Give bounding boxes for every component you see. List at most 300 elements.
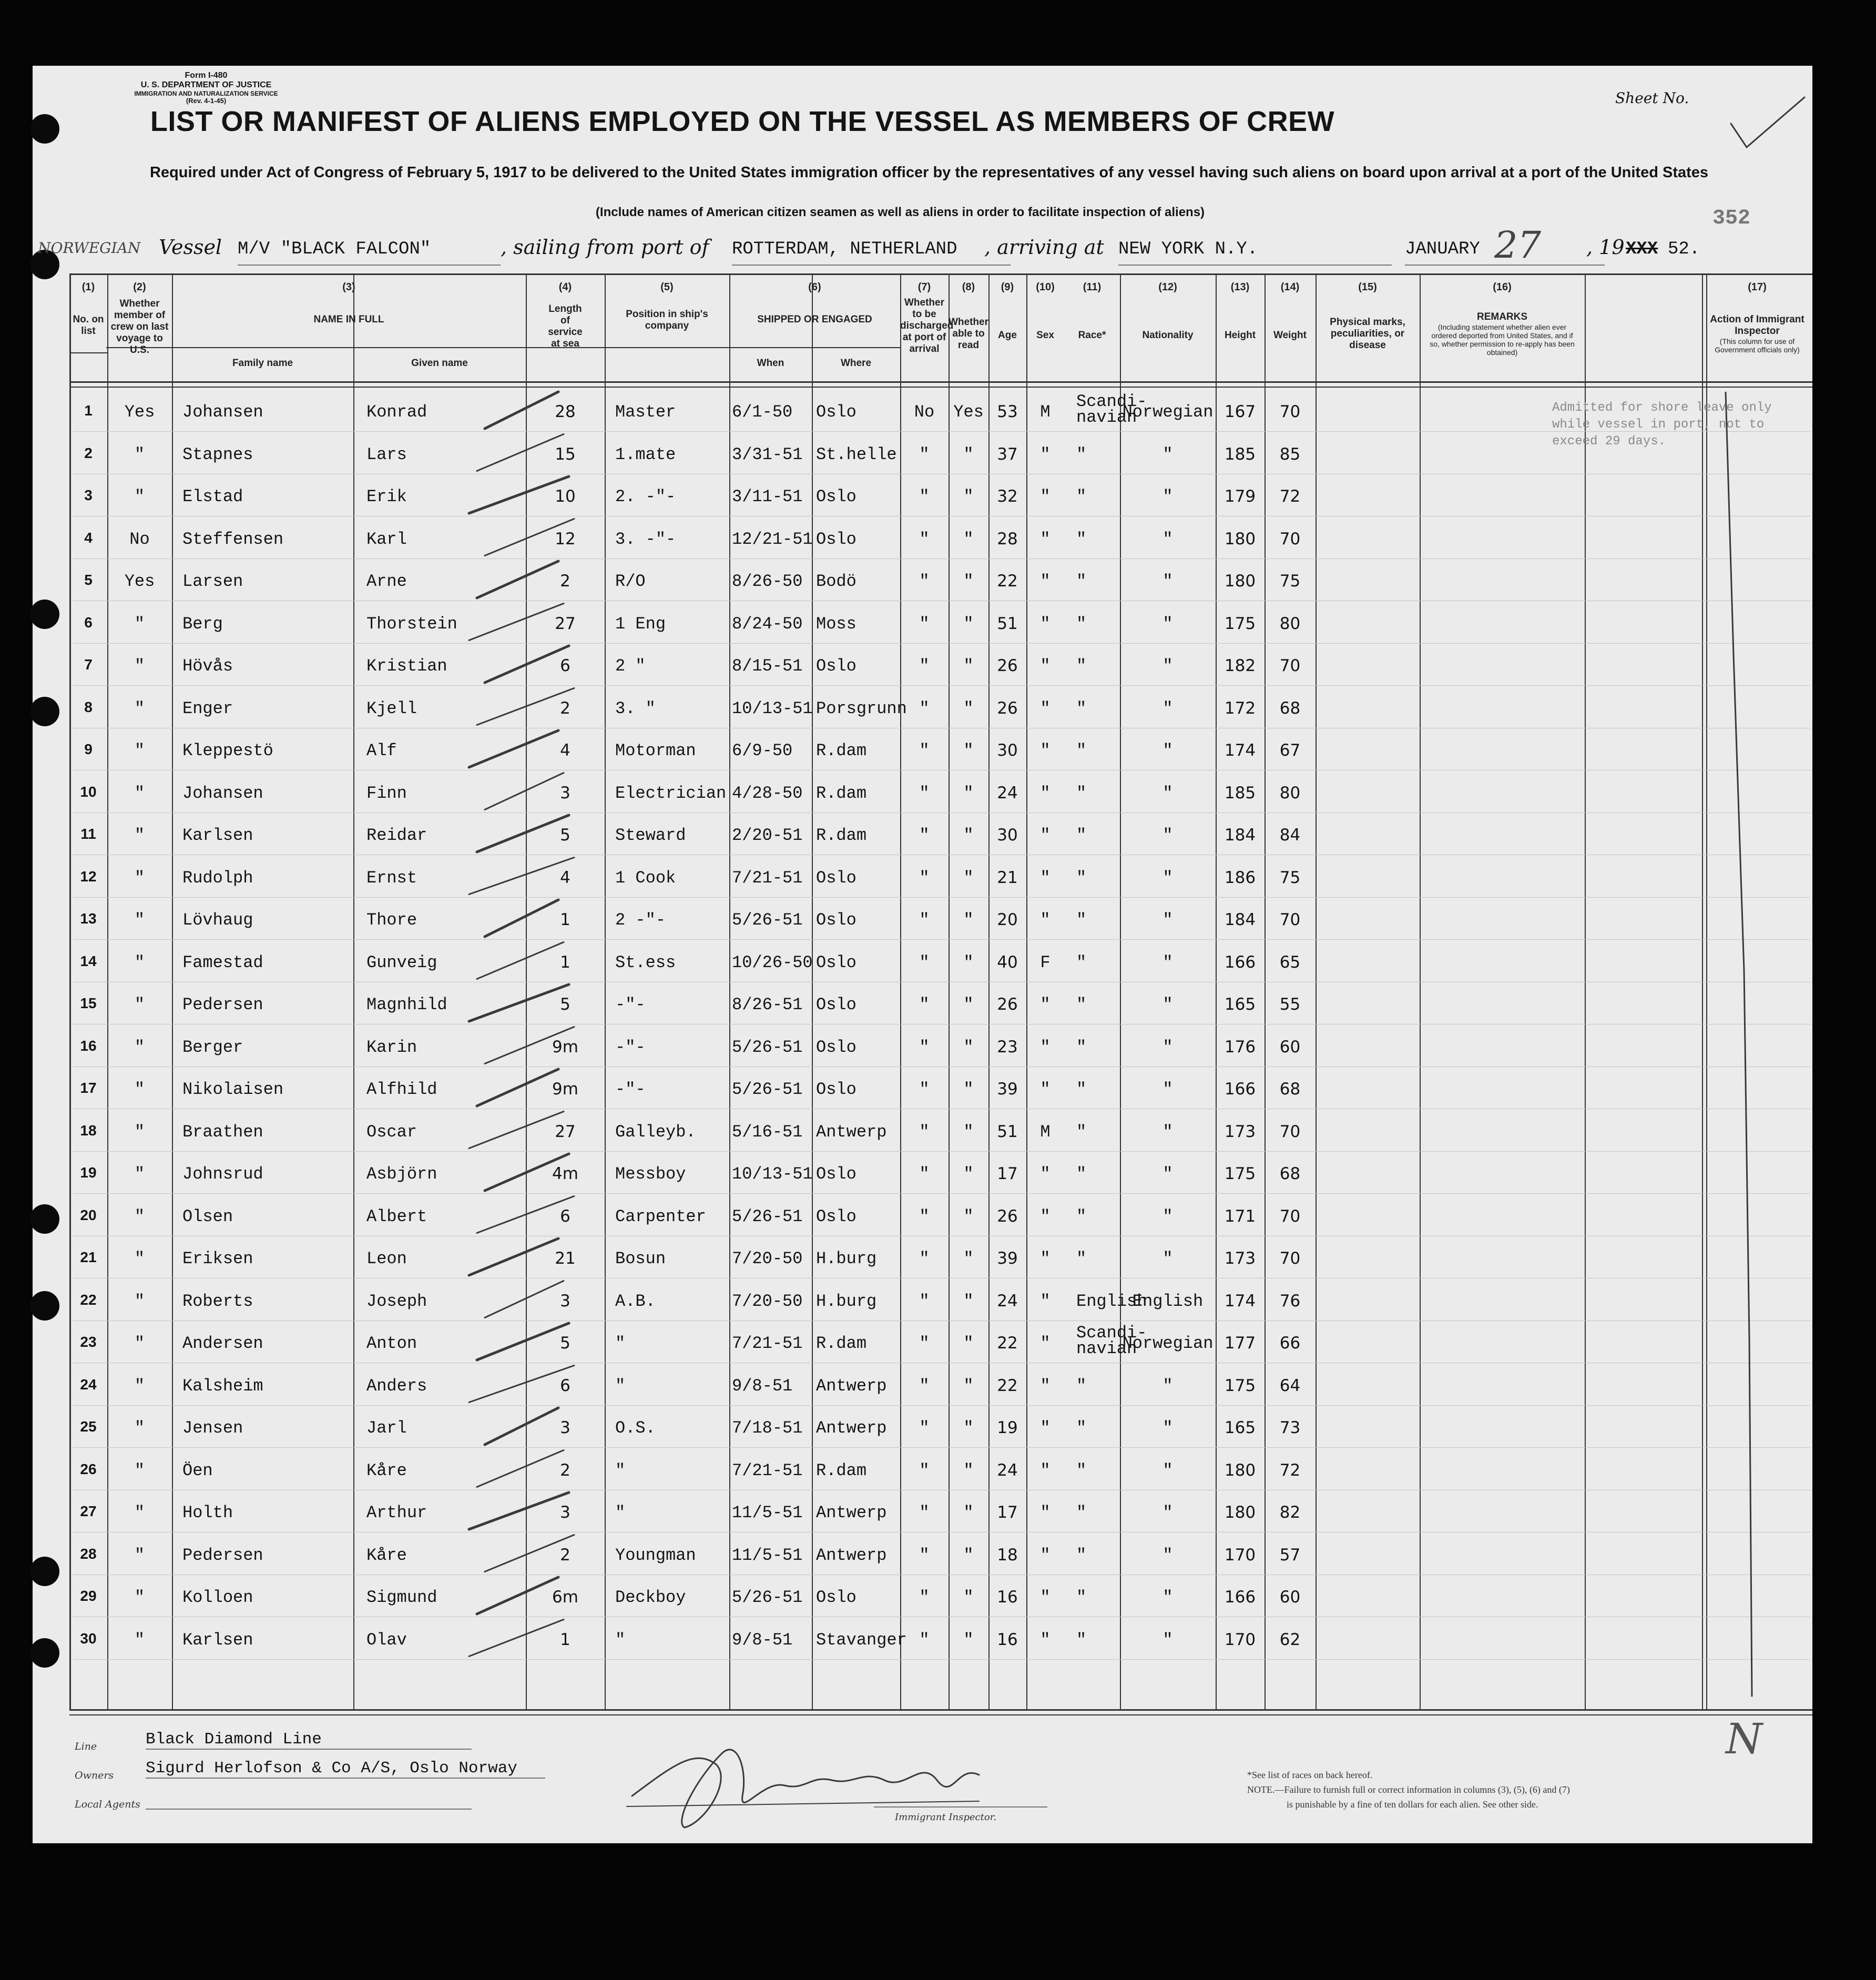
cell-no: 4 [84,529,93,546]
page-subtitle-note: (Include names of American citizen seamen as well as aliens in order to facilitate inspection of aliens) [595,205,1205,219]
cell-when: 9/8-51 [732,1376,793,1396]
cell-sex: " [1040,1418,1051,1438]
cell-age: 37 [997,444,1018,464]
cell-position: Messboy [615,1164,686,1184]
cell-nat: " [1163,1460,1173,1480]
cell-disch: " [919,995,930,1014]
cell-read: " [963,826,974,845]
cell-service: 6 [560,1376,570,1395]
cell-height: 172 [1224,698,1256,718]
cell-read: " [963,1630,974,1650]
cell-read: " [963,572,974,591]
cell-service: 6m [552,1588,578,1607]
cell-weight: 65 [1279,952,1301,972]
cell-nat: Norwegian [1122,1334,1214,1353]
cell-read: " [963,1418,974,1438]
cell-nat: " [1163,656,1173,676]
header-remarks-label: REMARKS [1476,311,1528,322]
cell-race: " [1076,1249,1087,1268]
cell-race: " [1076,910,1087,930]
header-no-label: No. on list [73,314,104,337]
cell-family: Roberts [182,1291,253,1311]
cell-weight: 60 [1279,1037,1301,1057]
cell-race: " [1076,656,1087,676]
cell-no: 29 [80,1588,97,1604]
cell-height: 174 [1224,741,1256,760]
cell-when: 7/20-50 [732,1249,803,1268]
local-agents-label: Local Agents [75,1799,140,1810]
pencil-tick [477,1323,569,1360]
cell-height: 180 [1224,529,1256,549]
cell-age: 32 [997,487,1018,506]
cell-sex: " [1040,1460,1051,1480]
cell-height: 182 [1224,656,1256,675]
header-family-name: Family name [232,358,293,369]
cell-age: 24 [997,783,1018,803]
cell-nat: " [1163,1122,1173,1142]
header-physical-marks-num: (15) [1358,281,1377,293]
page-subtitle: Required under Act of Congress of February 5, 1917 to be delivered to the United States immigration officer by the representatives of any vessel having such aliens on board upon arrival at a port of the United States [149,164,1709,181]
cell-nat: " [1163,1545,1173,1565]
cell-when: 8/24-50 [732,614,803,634]
cell-family: Famestad [182,952,263,972]
cell-position: 1 Cook [615,868,676,888]
header-discharged-num: (7) [917,281,931,293]
cell-race: English [1076,1291,1147,1311]
cell-weight: 68 [1279,698,1301,718]
cell-disch: " [919,1588,930,1607]
cell-last: " [134,1588,145,1607]
cell-height: 184 [1224,910,1256,929]
cell-given: Karin [366,1037,417,1057]
cell-race: " [1076,1122,1087,1142]
cell-where: Moss [816,614,857,634]
shore-leave-stamp: Admitted for shore leave only while vessel in port, not to exceed 29 days. [1552,401,1772,449]
cell-service: 5 [560,1334,570,1353]
cell-race: Scandi- navian [1076,392,1147,427]
cell-disch: " [919,614,930,634]
cell-age: 39 [997,1249,1018,1268]
cell-position: 3. -"- [615,529,676,549]
cell-nat: " [1163,1588,1173,1607]
cell-sex: " [1040,868,1051,888]
cell-nat: " [1163,741,1173,760]
cell-read: " [963,783,974,803]
cell-family: Braathen [182,1122,263,1142]
cell-last: " [134,910,145,930]
cell-disch: " [919,572,930,591]
cell-where: Oslo [816,656,857,676]
cell-where: Oslo [816,487,857,506]
cell-when: 3/31-51 [732,444,803,464]
header-inspector-action-label: Action of Immigrant Inspector [1710,314,1804,337]
cell-when: 8/15-51 [732,656,803,676]
cell-where: R.dam [816,783,867,803]
pencil-tick [485,1281,564,1318]
cell-given: Finn [366,783,407,803]
cell-weight: 67 [1279,741,1301,760]
cell-when: 5/26-51 [732,1080,803,1099]
cell-height: 177 [1224,1334,1256,1353]
inspector-signature-line [874,1806,1047,1808]
cell-weight: 73 [1279,1418,1301,1437]
cell-nat: " [1163,1164,1173,1184]
arrival-year: 52. [1668,239,1700,259]
cell-service: 2 [560,572,570,591]
pencil-tick [469,604,564,641]
cell-race: " [1076,1460,1087,1480]
cell-read: " [963,1588,974,1607]
cell-read: " [963,1249,974,1268]
cell-race: " [1076,1206,1087,1226]
cell-age: 16 [997,1630,1018,1649]
cell-position: 1.mate [615,444,676,464]
cell-read: " [963,1503,974,1522]
pencil-tick [485,773,564,810]
cell-race: " [1076,1376,1087,1396]
cell-where: Oslo [816,529,857,549]
cell-height: 180 [1224,1503,1256,1522]
vessel-label: Vessel [159,236,222,259]
cell-weight: 80 [1279,614,1301,633]
header-nationality-label: Nationality [1142,330,1194,341]
penalty-note: NOTE.—Failure to furnish full or correct information in columns (3), (5), (6) and (7) [1247,1784,1570,1795]
header-height-num: (13) [1230,281,1250,293]
header-age-label: Age [998,330,1017,341]
cell-age: 17 [997,1503,1018,1522]
cell-last: Yes [124,402,155,422]
cell-when: 5/16-51 [732,1122,803,1142]
cell-family: Stapnes [182,444,253,464]
header-position-num: (5) [660,281,674,293]
cell-position: Motorman [615,741,696,760]
cell-read: " [963,487,974,506]
cell-age: 22 [997,1334,1018,1353]
cell-age: 40 [997,952,1018,972]
cell-no: 5 [84,572,93,588]
cell-disch: " [919,656,930,676]
cell-race: " [1076,1080,1087,1099]
cell-read: " [963,741,974,760]
cell-service: 5 [560,826,570,845]
cell-position: 2 -"- [615,910,666,930]
cell-last: " [134,1460,145,1480]
cell-no: 1 [84,402,93,419]
cell-position: -"- [615,1080,646,1099]
cell-sex: " [1040,1588,1051,1607]
cell-nat: " [1163,1418,1173,1438]
cell-family: Kleppestö [182,741,273,760]
cell-given: Thore [366,910,417,930]
pencil-tick [485,1027,574,1064]
cell-age: 51 [997,614,1018,633]
cell-position: Carpenter [615,1206,706,1226]
header-last-voyage-label: Whether member of crew on last voyage to U.S. [110,298,169,356]
cell-height: 170 [1224,1630,1256,1649]
cell-disch: " [919,1630,930,1650]
shipping-line: Black Diamond Line [146,1730,472,1750]
cell-race: " [1076,1503,1087,1522]
pencil-tick [485,1535,574,1572]
cell-height: 179 [1224,487,1256,506]
cell-read: " [963,1376,974,1396]
cell-given: Sigmund [366,1588,437,1607]
cell-when: 10/13-51 [732,698,813,718]
cell-nat: " [1163,1630,1173,1650]
cell-disch: " [919,826,930,845]
cell-given: Albert [366,1206,427,1226]
cell-read: " [963,1080,974,1099]
header-race-label: Race* [1078,330,1106,341]
cell-when: 5/26-51 [732,1037,803,1057]
cell-last: " [134,1503,145,1522]
cell-disch: " [919,1080,930,1099]
cell-given: Anton [366,1334,417,1353]
cell-position: 2. -"- [615,487,676,506]
cell-sex: " [1040,910,1051,930]
cell-where: Antwerp [816,1376,887,1396]
header-remarks-note: (Including statement whether alien ever ordered deported from United States, and if so, whether permission to re-apply has been obtained) [1430,323,1575,357]
cell-when: 3/11-51 [732,487,803,506]
cell-height: 165 [1224,995,1256,1014]
cell-race: " [1076,444,1087,464]
cell-age: 20 [997,910,1018,929]
cell-service: 4m [552,1164,578,1183]
owners-label: Owners [75,1770,114,1781]
pencil-tick [485,392,558,429]
cell-disch: " [919,698,930,718]
cell-family: Karlsen [182,1630,253,1650]
inspector-label: Immigrant Inspector. [895,1812,997,1823]
pencil-tick [485,519,574,556]
header-service-label: Length of service at sea [548,303,583,349]
header-discharged-label: Whether to be discharged at port of arrival [900,297,954,354]
arrival-month: JANUARY [1405,239,1605,266]
arrival-day: 27 [1494,224,1542,267]
cell-no: 3 [84,487,93,503]
cell-where: H.burg [816,1291,877,1311]
cell-race: " [1076,1418,1087,1438]
cell-nat: " [1163,698,1173,718]
cell-weight: 70 [1279,1206,1301,1226]
cell-where: Oslo [816,402,857,422]
cell-where: Oslo [816,868,857,888]
header-read-label: Whether able to read [949,317,988,351]
cell-height: 170 [1224,1545,1256,1565]
cell-given: Erik [366,487,407,506]
cell-height: 180 [1224,572,1256,591]
header-shipped-where: Where [840,358,872,369]
cell-given: Kåre [366,1460,407,1480]
cell-last: " [134,1334,145,1353]
cell-height: 173 [1224,1249,1256,1268]
cell-age: 26 [997,698,1018,718]
cell-weight: 62 [1279,1630,1301,1649]
cell-disch: " [919,1503,930,1522]
cell-position: Electrician [615,783,727,803]
cell-weight: 70 [1279,529,1301,549]
cell-age: 17 [997,1164,1018,1183]
cell-given: Konrad [366,402,427,422]
cell-nat: " [1163,783,1173,803]
cell-age: 30 [997,741,1018,760]
cell-last: " [134,656,145,676]
cell-where: Oslo [816,1164,857,1184]
page-title: LIST OR MANIFEST OF ALIENS EMPLOYED ON THE VESSEL AS MEMBERS OF CREW [150,106,1335,137]
cell-where: Oslo [816,995,857,1014]
cell-disch: " [919,1376,930,1396]
cell-disch: No [914,402,935,422]
pencil-tick [477,1450,564,1487]
cell-family: Berger [182,1037,243,1057]
cell-where: Stavanger [816,1630,907,1650]
line-label: Line [75,1741,97,1752]
cell-last: " [134,487,145,506]
corner-initial: N [1726,1714,1762,1763]
cell-position: " [615,1460,626,1480]
cell-weight: 57 [1279,1545,1301,1565]
cell-sex: " [1040,1164,1051,1184]
cell-height: 166 [1224,952,1256,972]
header-shipped-when: When [757,358,784,369]
cell-height: 175 [1224,1376,1256,1395]
pencil-tick [477,688,574,725]
cell-given: Leon [366,1249,407,1268]
sailing-label: , sailing from port of [501,236,709,259]
cell-position: -"- [615,1037,646,1057]
cell-sex: " [1040,1080,1051,1099]
cell-service: 28 [555,402,576,421]
cell-position: " [615,1334,626,1353]
cell-disch: " [919,529,930,549]
cell-when: 12/21-51 [732,529,813,549]
cell-family: Pedersen [182,1545,263,1565]
pencil-tick [485,900,558,937]
cell-age: 19 [997,1418,1018,1437]
cell-family: Holth [182,1503,233,1522]
cell-service: 1 [560,910,570,929]
cell-height: 173 [1224,1122,1256,1141]
cell-position: Galleyb. [615,1122,696,1142]
cell-service: 27 [555,614,576,633]
cell-disch: " [919,1206,930,1226]
cell-service: 1 [560,1630,570,1649]
pencil-tick [469,1620,564,1657]
cell-service: 9m [552,1037,578,1057]
pencil-tick [469,476,569,513]
cell-height: 186 [1224,868,1256,887]
cell-when: 2/20-51 [732,826,803,845]
cell-read: " [963,1334,974,1353]
cell-race: " [1076,783,1087,803]
cell-last: " [134,826,145,845]
cell-last: " [134,741,145,760]
cell-when: 6/9-50 [732,741,793,760]
cell-height: 171 [1224,1206,1256,1226]
cell-weight: 66 [1279,1334,1301,1353]
cell-last: Yes [124,572,155,591]
cell-service: 3 [560,783,570,803]
cell-position: 1 Eng [615,614,666,634]
cell-weight: 84 [1279,826,1301,845]
cell-weight: 75 [1279,868,1301,887]
cell-family: Johnsrud [182,1164,263,1184]
pencil-tick [477,434,564,471]
cell-where: R.dam [816,1460,867,1480]
header-last-voyage-num: (2) [133,281,146,293]
year-prefix: , 19 [1586,236,1625,259]
cell-sex: " [1040,783,1051,803]
cell-disch: " [919,910,930,930]
cell-position: 3. " [615,698,656,718]
cell-race: " [1076,741,1087,760]
cell-service: 2 [560,1545,570,1565]
department-name: U. S. DEPARTMENT OF JUSTICE [140,80,272,89]
arriving-label: , arriving at [984,236,1104,259]
cell-race: " [1076,1037,1087,1057]
cell-position: 2 " [615,656,646,676]
penalty-note-continued: is punishable by a fine of ten dollars for each alien. See other side. [1287,1799,1538,1810]
cell-nat: " [1163,572,1173,591]
cell-last: " [134,1376,145,1396]
cell-last: " [134,1164,145,1184]
pencil-tick [469,1492,569,1529]
cell-service: 15 [555,444,576,464]
cell-no: 21 [80,1249,97,1265]
cell-last: " [134,1418,145,1438]
arrival-port: NEW YORK N.Y. [1118,239,1392,266]
cell-weight: 80 [1279,783,1301,803]
cell-family: Larsen [182,572,243,591]
cell-no: 17 [80,1080,97,1096]
cell-last: " [134,1291,145,1311]
cell-sex: " [1040,1206,1051,1226]
cell-nat: " [1163,444,1173,464]
header-weight-num: (14) [1280,281,1300,293]
cell-disch: " [919,1334,930,1353]
header-age-num: (9) [1001,281,1014,293]
page-stamp-number: 352 [1712,207,1751,230]
pencil-tick [477,1196,574,1233]
header-sex-label: Sex [1036,330,1054,341]
cell-family: Kalsheim [182,1376,263,1396]
cell-disch: " [919,783,930,803]
cell-read: " [963,1545,974,1565]
cell-disch: " [919,868,930,888]
cell-height: 176 [1224,1037,1256,1057]
cell-nat: " [1163,487,1173,506]
cell-family: Rudolph [182,868,253,888]
cell-given: Kristian [366,656,447,676]
cell-disch: " [919,1249,930,1268]
cell-where: R.dam [816,1334,867,1353]
cell-given: Reidar [366,826,427,845]
cell-nat: English [1132,1291,1204,1311]
cell-no: 12 [80,868,97,885]
cell-age: 21 [997,868,1018,887]
cell-when: 7/21-51 [732,1334,803,1353]
inspector-signature [611,1717,1011,1843]
cell-height: 185 [1224,444,1256,464]
cell-no: 28 [80,1545,97,1562]
cell-position: R/O [615,572,646,591]
cell-no: 25 [80,1418,97,1435]
cell-weight: 70 [1279,1122,1301,1141]
cell-given: Gunveig [366,952,437,972]
cell-last: " [134,614,145,634]
cell-given: Ernst [366,868,417,888]
cell-last: " [134,1122,145,1142]
